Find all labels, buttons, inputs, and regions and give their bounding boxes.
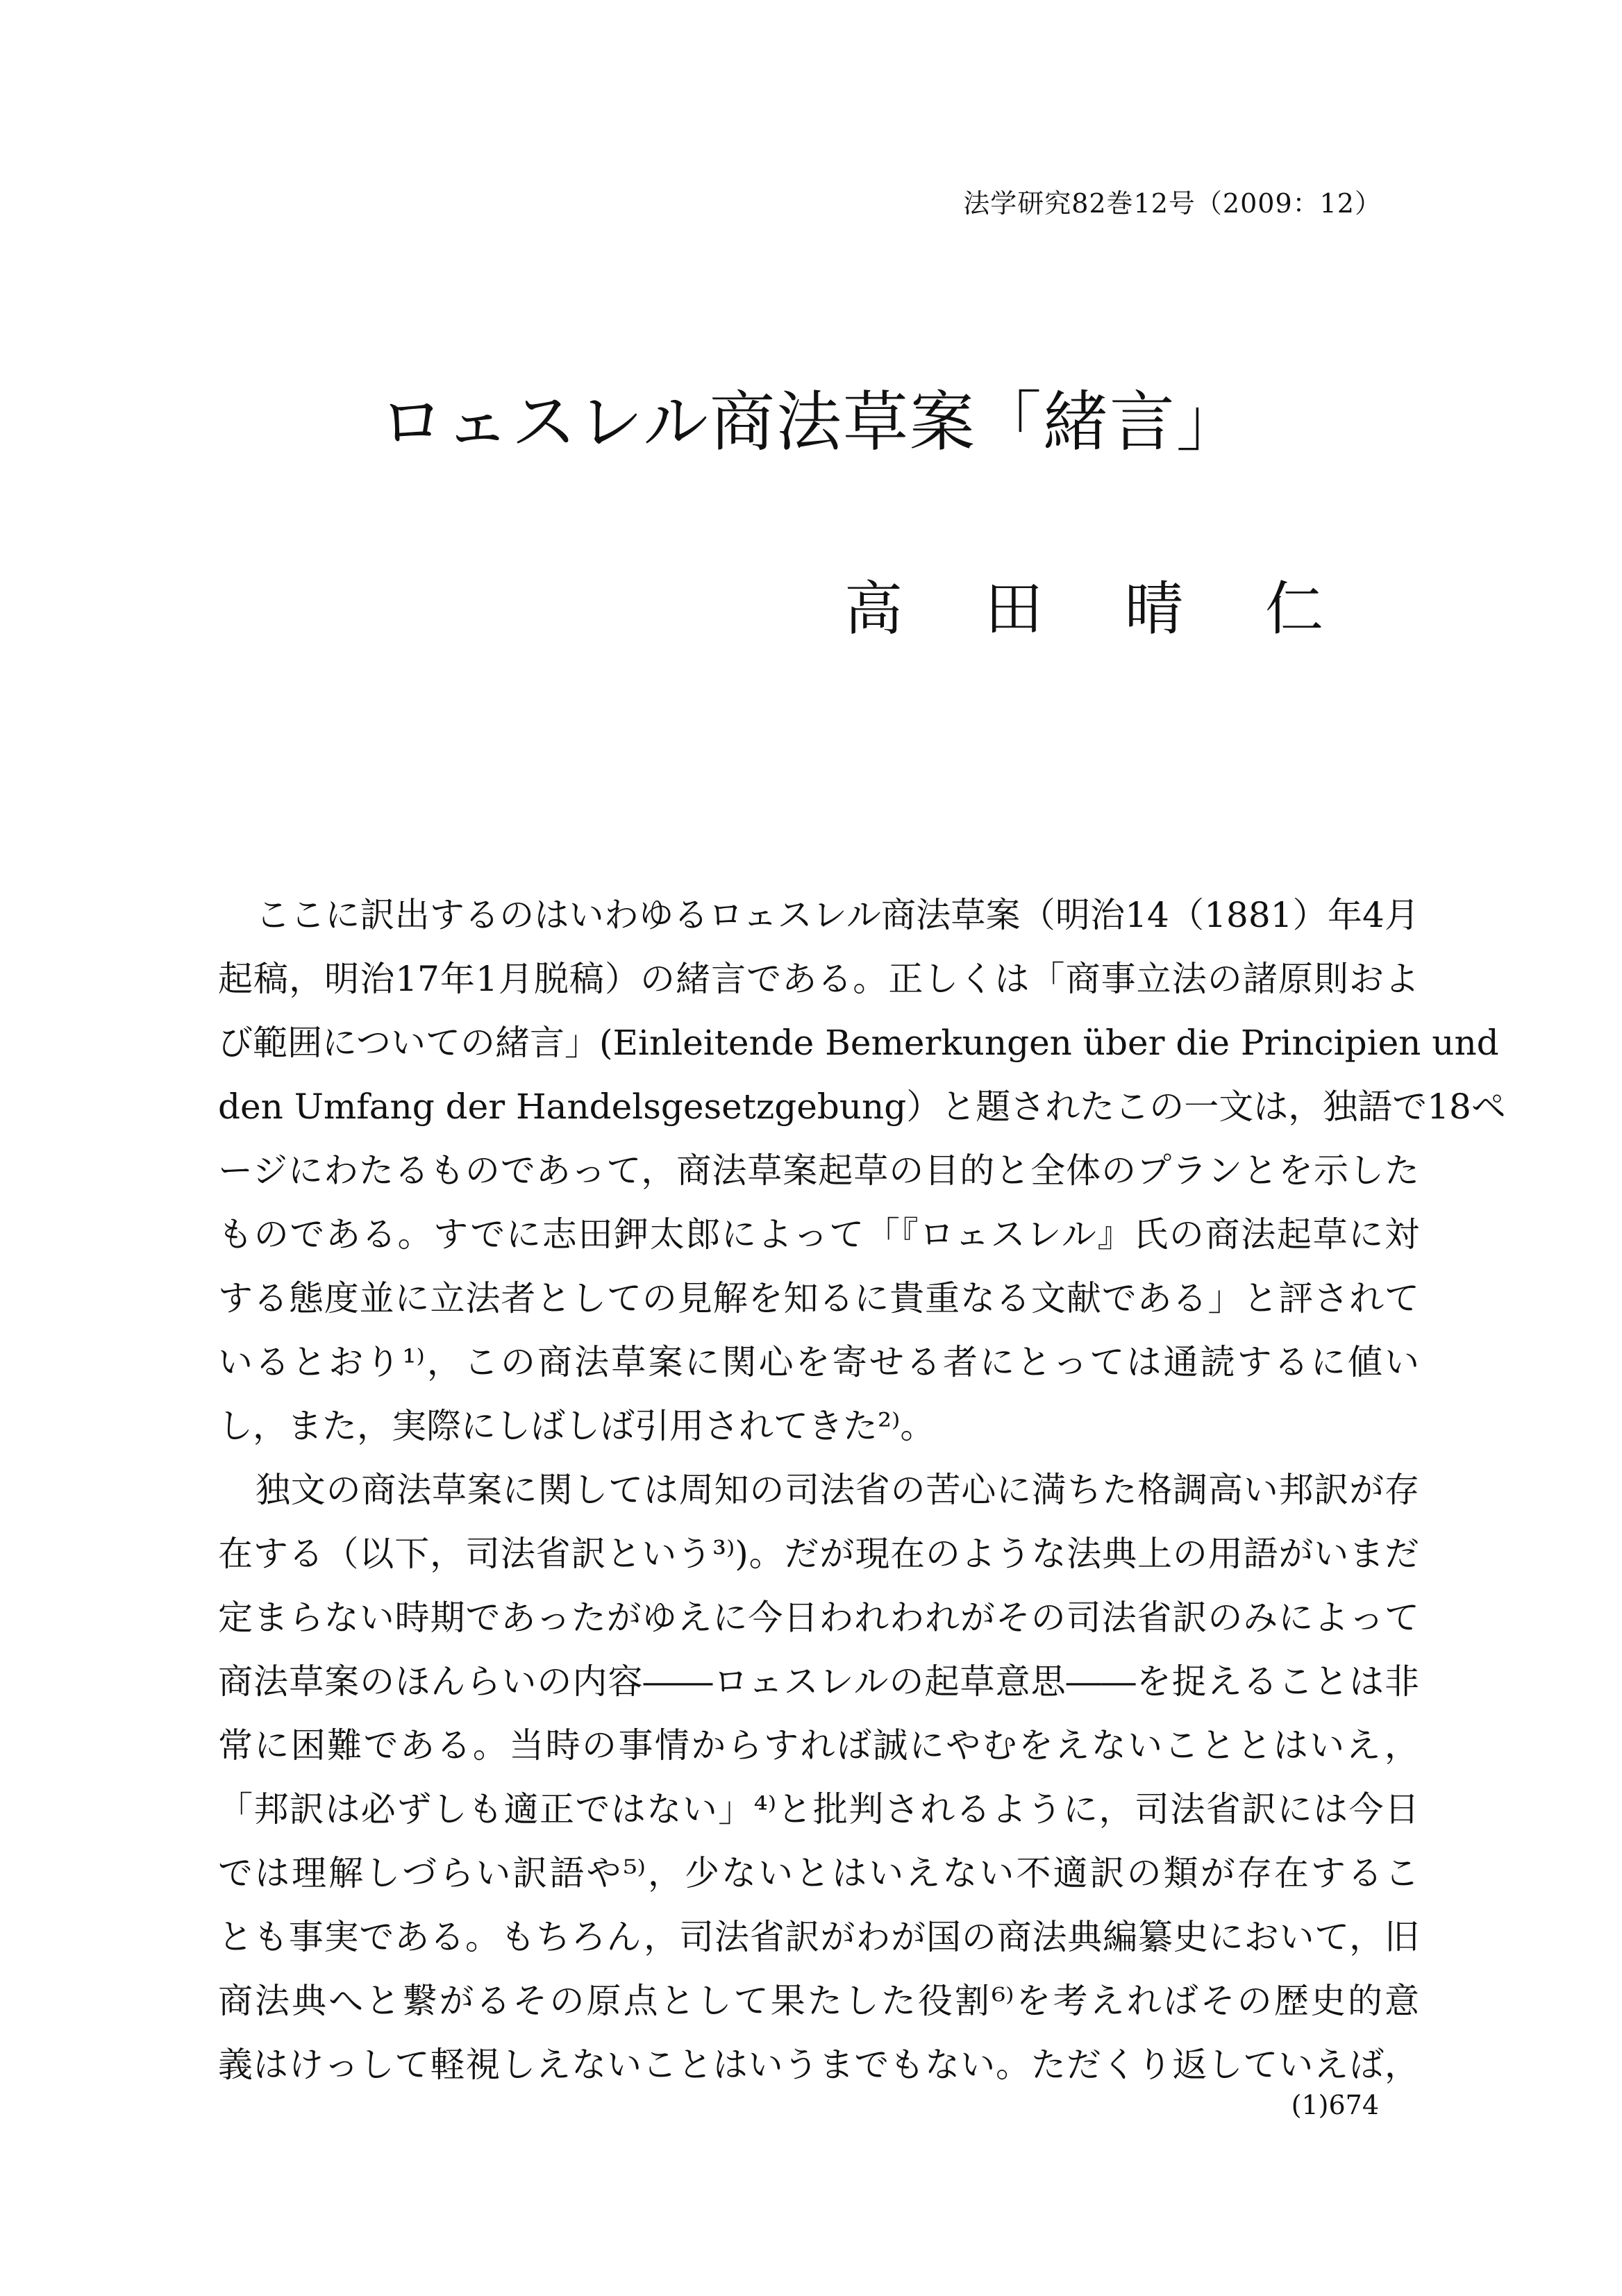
text-line: 商法草案のほんらいの内容――ロェスレルの起草意思――を捉えることは非 [218,1661,1419,1702]
text-line: する態度並に立法者としての見解を知るに貴重なる文献である」と評されて [218,1278,1419,1318]
paragraph-1 [218,883,1506,1458]
author-name: 高田晴仁 [844,575,1405,643]
article-title: ロェスレル商法草案「緒言」 [379,385,1243,460]
text-line: 「邦訳は必ずしも適正ではない」⁴⁾と批判されるように，司法省訳には今日 [218,1789,1419,1829]
text-line: 商法典へと繋がるその原点として果たした役割⁶⁾を考えればその歴史的意 [218,1981,1419,2021]
text-line: 独文の商法草案に関しては周知の司法省の苦心に満ちた格調高い邦訳が存 [256,1470,1419,1510]
text-line: 義はけっして軽視しえないことはいうまでもない。ただくり返していえば， [218,2045,1419,2085]
text-line: とも事実である。もちろん，司法省訳がわが国の商法典編纂史において，旧 [218,1917,1419,1957]
text-line: 常に困難である。当時の事情からすれば誠にやむをえないこととはいえ， [218,1725,1419,1766]
text-line: し，また，実際にしばしば引用されてきた²⁾。 [218,1406,935,1446]
text-line: 起稿，明治17年1月脱稿）の緒言である。正しくは「商事立法の諸原則およ [218,959,1419,999]
text-line: いるとおり¹⁾，この商法草案に関心を寄せる者にとっては通読するに値い [218,1342,1419,1382]
paragraph-2 [218,1458,1419,2097]
article-body [218,883,1506,2097]
page-number: (1)674 [1291,2090,1379,2120]
text-line: ージにわたるものであって，商法草案起草の目的と全体のプランとを示した [218,1150,1419,1191]
text-line: ここに訳出するのはいわゆるロェスレル商法草案（明治14（1881）年4月 [256,895,1419,935]
text-line: den Umfang der Handelsgesetzgebung）と題されたこの一文は，独語で18ペ [218,1087,1506,1127]
text-line: び範囲についての緒言」(Einleitende Bemerkungen über die Principien und [218,1023,1499,1063]
text-line: では理解しづらい訳語や⁵⁾，少ないとはいえない不適訳の類が存在するこ [218,1853,1419,1893]
text-line: ものである。すでに志田鉀太郎によって「『ロェスレル』氏の商法起草に対 [218,1214,1419,1255]
text-line: 定まらない時期であったがゆえに今日われわれがその司法省訳のみによって [218,1598,1419,1638]
text-line: 在する（以下，司法省訳という³⁾)。だが現在のような法典上の用語がいまだ [218,1534,1419,1574]
journal-reference: 法学研究82巻12号（2009：12） [963,188,1382,219]
